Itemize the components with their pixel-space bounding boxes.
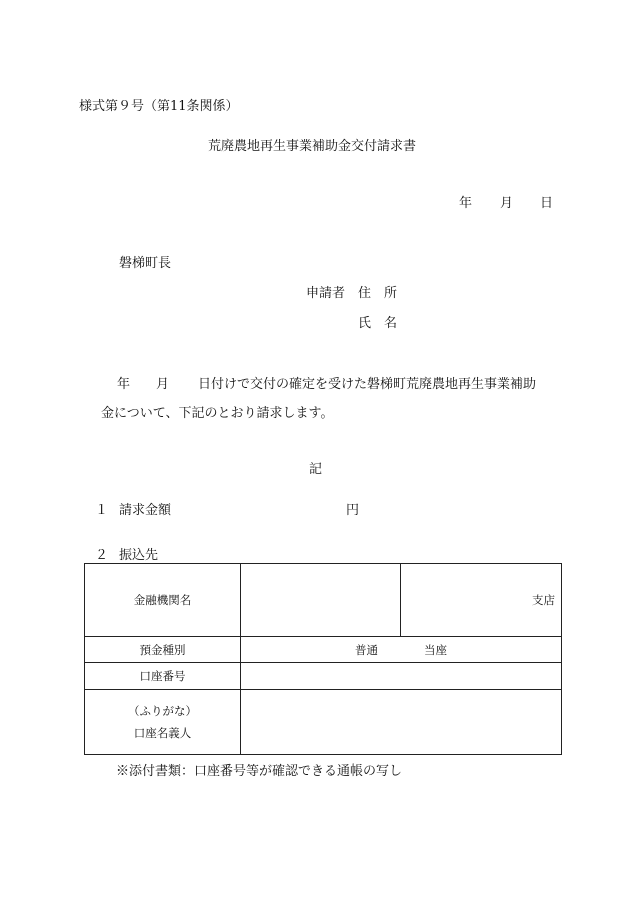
- addressee: 磐梯町長: [119, 256, 172, 271]
- date-year: 年: [459, 196, 473, 211]
- item-2-label: 振込先: [119, 548, 159, 563]
- institution-name-cell[interactable]: [241, 564, 401, 637]
- form-number: 様式第９号（第11条関係）: [79, 99, 239, 114]
- applicant-prefix: 申請者: [306, 286, 346, 301]
- item-1-unit: 円: [346, 503, 360, 518]
- deposit-current[interactable]: 当座: [424, 643, 447, 657]
- name-label: 氏 名: [358, 316, 398, 331]
- account-holder-cell[interactable]: [241, 690, 562, 755]
- attachment-note: ※添付書類：口座番号等が確認できる通帳の写し: [116, 764, 403, 779]
- furigana-label: （ふりがな）: [128, 704, 197, 718]
- body-line1-text: 日付けで交付の確定を受けた磐梯町荒廃農地再生事業補助: [198, 377, 537, 392]
- account-number-label: 口座番号: [85, 663, 241, 690]
- body-line2-text: 金について、下記のとおり請求します。: [101, 406, 334, 421]
- deposit-type-cell[interactable]: [241, 637, 562, 663]
- account-number-row: [85, 663, 562, 690]
- item-1-number: １: [95, 503, 109, 518]
- account-holder-label: 口座名義人: [133, 726, 192, 740]
- ki-heading: 記: [309, 462, 323, 477]
- item-2-number: ２: [95, 548, 109, 563]
- date-month: 月: [500, 196, 514, 211]
- body-month: 月: [156, 377, 170, 392]
- deposit-ordinary[interactable]: 普通: [355, 643, 378, 657]
- institution-row: [85, 564, 562, 637]
- account-number-cell[interactable]: [241, 663, 562, 690]
- account-holder-row: [85, 690, 562, 755]
- branch-label: 支店: [532, 593, 555, 607]
- document-title: 荒廃農地再生事業補助金交付請求書: [208, 139, 417, 154]
- institution-label: 金融機関名: [85, 564, 241, 637]
- branch-cell[interactable]: [401, 564, 562, 637]
- item-1-label: 請求金額: [119, 503, 172, 518]
- body-year: 年: [117, 377, 131, 392]
- deposit-type-row: [85, 637, 562, 663]
- address-label: 住 所: [358, 286, 398, 301]
- date-day: 日: [540, 196, 554, 211]
- deposit-type-label: 預金種別: [85, 637, 241, 663]
- bank-account-table: [84, 563, 562, 755]
- account-holder-label-cell: [85, 690, 241, 755]
